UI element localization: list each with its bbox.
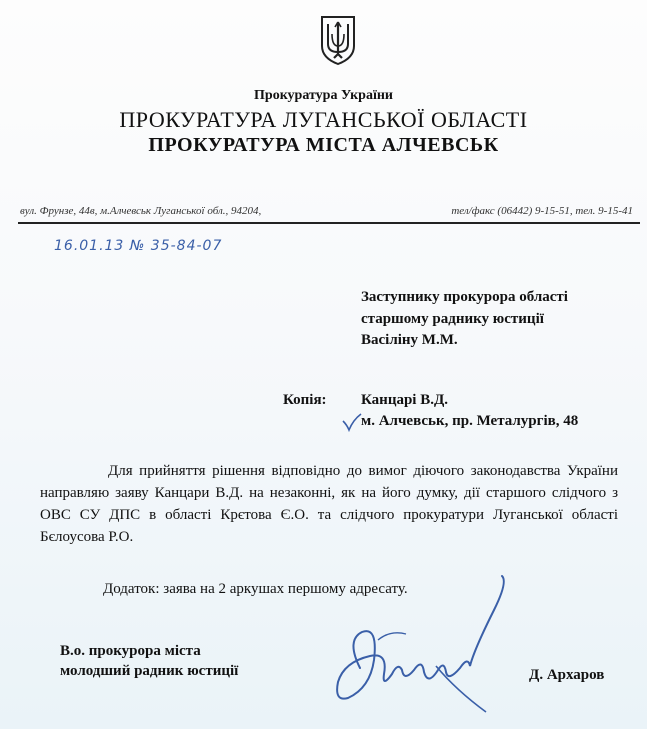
recipient-line-3: Васіліну М.М. — [361, 332, 458, 348]
recipient-line-1: Заступнику прокурора області — [361, 289, 568, 305]
org-national-title: Прокуратура України — [254, 88, 393, 103]
outgoing-number-handwritten: 16.01.13 № 35-84-07 — [54, 238, 223, 254]
recipient-line-2: старшому раднику юстиції — [361, 311, 544, 327]
attachment-note: Додаток: заява на 2 аркушах першому адресату. — [103, 581, 408, 597]
handwritten-signature-icon — [318, 570, 518, 720]
office-phones: тел/факс (06442) 9-15-51, тел. 9-15-41 — [451, 205, 633, 217]
signatory-name: Д. Архаров — [529, 667, 605, 683]
office-address: вул. Фрунзе, 44в, м.Алчевськ Луганської обл., 94204, — [20, 205, 262, 217]
header-divider — [18, 222, 640, 224]
org-city-title: ПРОКУРАТУРА МІСТА АЛЧЕВСЬК — [148, 134, 499, 156]
copy-recipient-line-1: Канцарі В.Д. — [361, 392, 449, 408]
checkmark-icon — [341, 412, 363, 432]
org-region-title: ПРОКУРАТУРА ЛУГАНСЬКОЇ ОБЛАСТІ — [119, 107, 528, 132]
letter-body: Для прийняття рішення відповідно до вимог діючого законодавства України направляю заяву Канцари В.Д. на незаконні, як на його думку, дії старшого слідчого з ОВС СУ ДПС в області Крєтова Є.О. та слідчого прокуратури Луганської області Бєлоусова Р.О. — [40, 463, 618, 545]
trident-emblem-icon — [319, 14, 357, 66]
signatory-rank: молодший радник юстиції — [60, 663, 239, 679]
signatory-position: В.о. прокурора міста — [60, 643, 201, 659]
copy-recipient-line-2: м. Алчевськ, пр. Металургів, 48 — [361, 413, 579, 429]
copy-label: Копія: — [283, 392, 327, 408]
